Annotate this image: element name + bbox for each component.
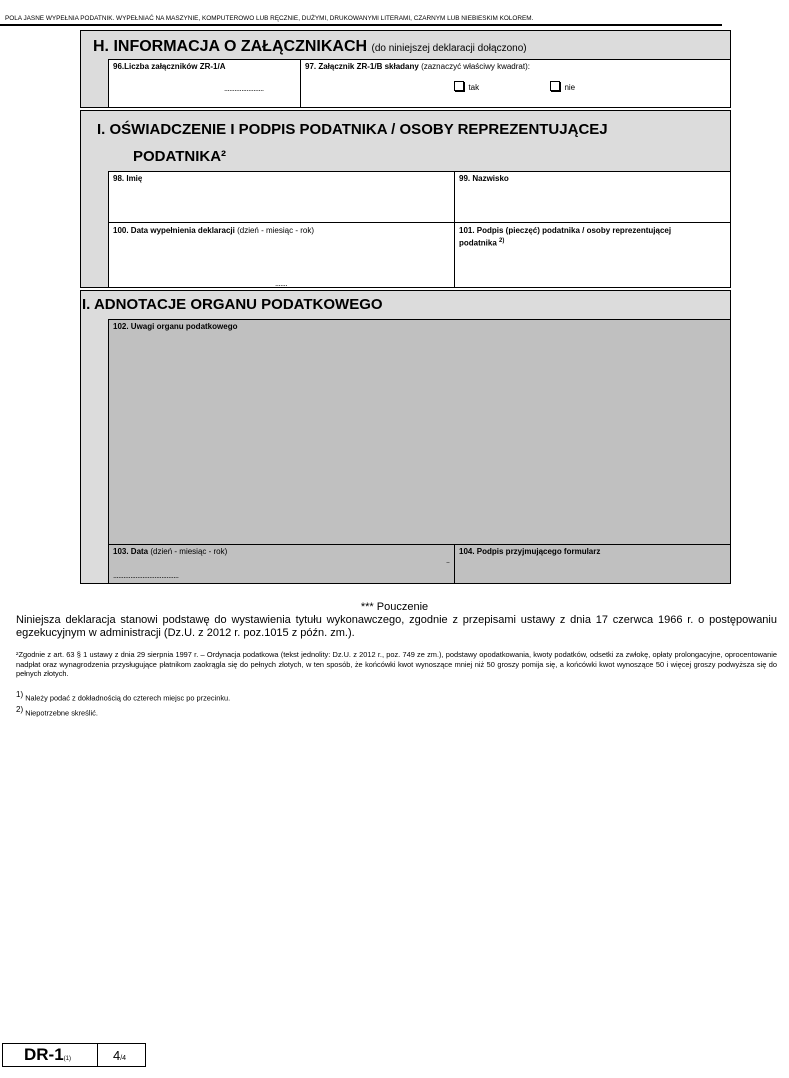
section-i-title-line1: I. OŚWIADCZENIE I PODPIS PODATNIKA / OSOBY REPREZENTUJĄCEJ (97, 121, 608, 138)
field-101-label: 101. Podpis (pieczęć) podatnika / osoby reprezentującej podatnika $^{2)}$ (459, 226, 672, 248)
section-h-title: H. INFORMACJA O ZAŁĄCZNIKACH (do niniejszej deklaracji dołączono) (93, 38, 527, 55)
checkbox-yes[interactable] (454, 81, 464, 91)
form-code: DR-1(1) (24, 1045, 72, 1064)
instructions-text: Niniejsza deklaracja stanowi podstawę do wystawienia tytułu wykonawczego, zgodnie z przepisami ustawy z dnia 17 czerwca 1966 r. o postępowaniu egzekucyjnym w administracji (Dz.U. z 2012 r. poz.1015 z późn. zm.). (16, 614, 777, 639)
section-i-title-line2: PODATNIKA² (133, 148, 227, 165)
field-98-label: 98. Imię (113, 174, 143, 183)
page-number: 4/4 (113, 1048, 127, 1063)
field-97-label: 97. Załącznik ZR-1/B składany (zaznaczyć właściwy kwadrat): (305, 62, 530, 71)
field-102-label: 102. Uwagi organu podatkowego (113, 322, 238, 331)
field-96-dots: ....................... (224, 84, 264, 93)
field-100-dots: ....... (275, 279, 288, 288)
field-99-label: 99. Nazwisko (459, 174, 509, 183)
header-instruction: POLA JASNE WYPEŁNIA PODATNIK. WYPEŁNIAĆ NA MASZYNIE, KOMPUTEROWO LUB RĘCZNIE, DUŻYMI, DRUKOWANYMI LITERAMI, CZARNYM LUB NIEBIESKIM KOLOREM. (5, 15, 534, 22)
checkbox-no[interactable] (550, 81, 560, 91)
field-103-dots: ...................................... (113, 571, 179, 580)
field-100-label: 100. Data wypełnienia deklaracji (dzień - miesiąc - rok) (113, 226, 314, 235)
rounding-note: ²Zgodnie z art. 63 § 1 ustawy z dnia 29 sierpnia 1997 r. – Ordynacja podatkowa (tekst jednolity: Dz.U. z 2012 r., poz. 749 ze zm.), podstawy opodatkowania, kwoty podatków, odsetki za zwłokę, opłaty prolongacyjne, oprocentowanie nadpłat oraz wynagrodzenia przysługujące płatnikom zaokrągla się do pełnych złotych, w ten sposób, że końcówki kwot wynoszące mniej niż 50 groszy pomija się, a końcówki kwot wynoszące 50 i więcej groszy podwyższa się do pełnych złotych. (16, 650, 777, 678)
field-103-label: 103. Data (dzień - miesiąc - rok) (113, 547, 228, 556)
field-97-option-yes[interactable] (454, 77, 479, 95)
field-97-option-no[interactable] (550, 77, 575, 95)
field-96-label: 96.Liczba załączników ZR-1/A (113, 62, 226, 71)
footnote-2: $^{2)}$ Niepotrzebne skreślić. (16, 705, 98, 718)
footnote-1: $^{1)}$ Należy podać z dokładnością do czterech miejsc po przecinku. (16, 690, 231, 703)
field-102-remarks (108, 319, 731, 545)
instructions-title: *** Pouczenie (360, 601, 429, 613)
field-103-dots-right: .. (446, 556, 450, 565)
section-i2-title: I. ADNOTACJE ORGANU PODATKOWEGO (82, 296, 383, 313)
field-98-first-name[interactable] (108, 171, 455, 223)
option-no-label: nie (564, 83, 576, 92)
header-rule (0, 24, 722, 26)
option-yes-label: tak (468, 83, 480, 92)
field-104-label: 104. Podpis przyjmującego formularz (459, 547, 601, 556)
